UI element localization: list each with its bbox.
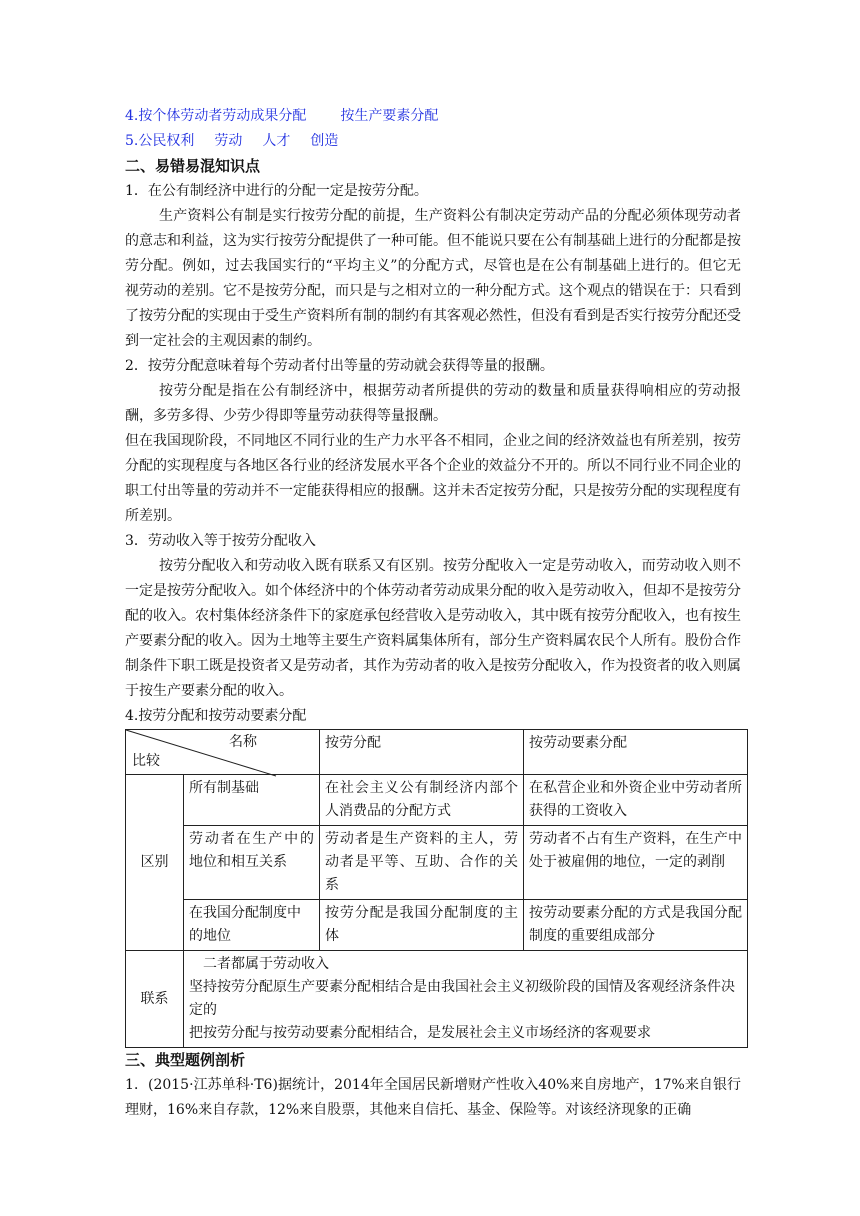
table-row <box>126 775 748 826</box>
answer-4b: 按生产要素分配 <box>340 108 439 124</box>
table-row-link <box>126 951 748 1048</box>
group-label-link: 联系 <box>126 951 184 1048</box>
point-2-paragraph-b: 但在我国现阶段，不同地区不同行业的生产力水平各不相同，企业之间的经济效益也有所差别，按劳分配的实现程度与各地区各行业的经济发展水平各个企业的效益分不开的。所以不同行业不同企业的职工付出等量的劳动并不一定能获得相应的报酬。这并未否定按劳分配，只是按劳分配的实现程度有所差别。 <box>125 433 741 524</box>
answer-5b: 劳动 <box>214 133 243 149</box>
table-row <box>126 826 748 900</box>
header-name-label: 名称 <box>229 734 257 750</box>
answer-4a: 4.按个体劳动者劳动成果分配 <box>125 108 307 124</box>
section-3-heading: 三、典型题例剖析 <box>125 1051 246 1069</box>
document-body <box>125 104 741 1123</box>
diagonal-header-cell <box>126 730 320 775</box>
cell-labor: 按劳分配是我国分配制度的主体 <box>320 900 524 951</box>
point-4-title: 4.按劳分配和按劳动要素分配 <box>125 708 307 724</box>
link-line: 把按劳分配与按劳动要素分配相结合，是发展社会主义市场经济的客观要求 <box>189 1025 651 1041</box>
link-line: 二者都属于劳动收入 <box>203 956 329 972</box>
cell-factor: 在私营企业和外资企业中劳动者所获得的工资收入 <box>524 775 748 826</box>
answer-line-5 <box>125 129 741 154</box>
table-header-row <box>126 730 748 775</box>
answer-5d: 创造 <box>310 133 339 149</box>
example-1-question: 1．(2015·江苏单科·T6)据统计，2014年全国居民新增财产性收入40%来自房地产，17%来自银行理财，16%来自存款，12%来自股票，其他来自信托、基金、保险等。对该经济现象的正确 <box>125 1077 741 1118</box>
row-label: 劳动者在生产中的地位和相互关系 <box>184 826 320 900</box>
row-label: 在我国分配制度中的地位 <box>184 900 320 951</box>
point-2-paragraph-a: 按劳分配是指在公有制经济中，根据劳动者所提供的劳动的数量和质量获得响相应的劳动报酬，多劳多得、少劳少得即等量劳动获得等量报酬。 <box>125 383 741 424</box>
answer-5a: 5.公民权利 <box>125 133 195 149</box>
cell-factor: 劳动者不占有生产资料，在生产中处于被雇佣的地位，一定的剥削 <box>524 826 748 900</box>
point-2-title: 2．按劳分配意味着每个劳动者付出等量的劳动就会获得等量的报酬。 <box>125 358 554 374</box>
link-cell <box>184 951 748 1048</box>
header-compare-label: 比较 <box>132 753 160 769</box>
link-line: 坚持按劳分配原生产要素分配相结合是由我国社会主义初级阶段的国情及客观经济条件决定的 <box>189 979 735 1018</box>
column-header-labor: 按劳分配 <box>320 730 524 775</box>
answer-line-4 <box>125 104 741 129</box>
point-1-paragraph: 生产资料公有制是实行按劳分配的前提，生产资料公有制决定劳动产品的分配必须体现劳动者的意志和利益，这为实行按劳分配提供了一种可能。但不能说只要在公有制基础上进行的分配都是按劳分配。例如，过去我国实行的“平均主义”的分配方式，尽管也是在公有制基础上进行的。但它无视劳动的差别。它不是按劳分配，而只是与之相对立的一种分配方式。这个观点的错误在于：只看到了按劳分配的实现由于受生产资料所有制的制约有其客观必然性，但没有看到是否实行按劳分配还受到一定社会的主观因素的制约。 <box>125 208 741 349</box>
point-3-title: 3．劳动收入等于按劳分配收入 <box>125 533 316 549</box>
row-label: 所有制基础 <box>184 775 320 826</box>
comparison-table <box>125 729 748 1048</box>
cell-labor: 在社会主义公有制经济内部个人消费品的分配方式 <box>320 775 524 826</box>
point-1-title: 1．在公有制经济中进行的分配一定是按劳分配。 <box>125 183 428 199</box>
table-row <box>126 900 748 951</box>
column-header-factor: 按劳动要素分配 <box>524 730 748 775</box>
section-2-heading: 二、易错易混知识点 <box>125 157 261 175</box>
point-3-paragraph: 按劳分配收入和劳动收入既有联系又有区别。按劳分配收入一定是劳动收入，而劳动收入则不一定是按劳分配收入。如个体经济中的个体劳动者劳动成果分配的收入是劳动收入，但却不是按劳分配的收入。农村集体经济条件下的家庭承包经营收入是劳动收入，其中既有按劳分配收入，也有按生产要素分配的收入。因为土地等主要生产资料属集体所有，部分生产资料属农民个人所有。股份合作制条件下职工既是投资者又是劳动者，其作为劳动者的收入是按劳分配收入，作为投资者的收入则属于按生产要素分配的收入。 <box>125 558 741 699</box>
group-label-difference: 区别 <box>126 775 184 951</box>
answer-5c: 人才 <box>262 133 291 149</box>
cell-labor: 劳动者是生产资料的主人，劳动者是平等、互助、合作的关系 <box>320 826 524 900</box>
cell-factor: 按劳动要素分配的方式是我国分配制度的重要组成部分 <box>524 900 748 951</box>
